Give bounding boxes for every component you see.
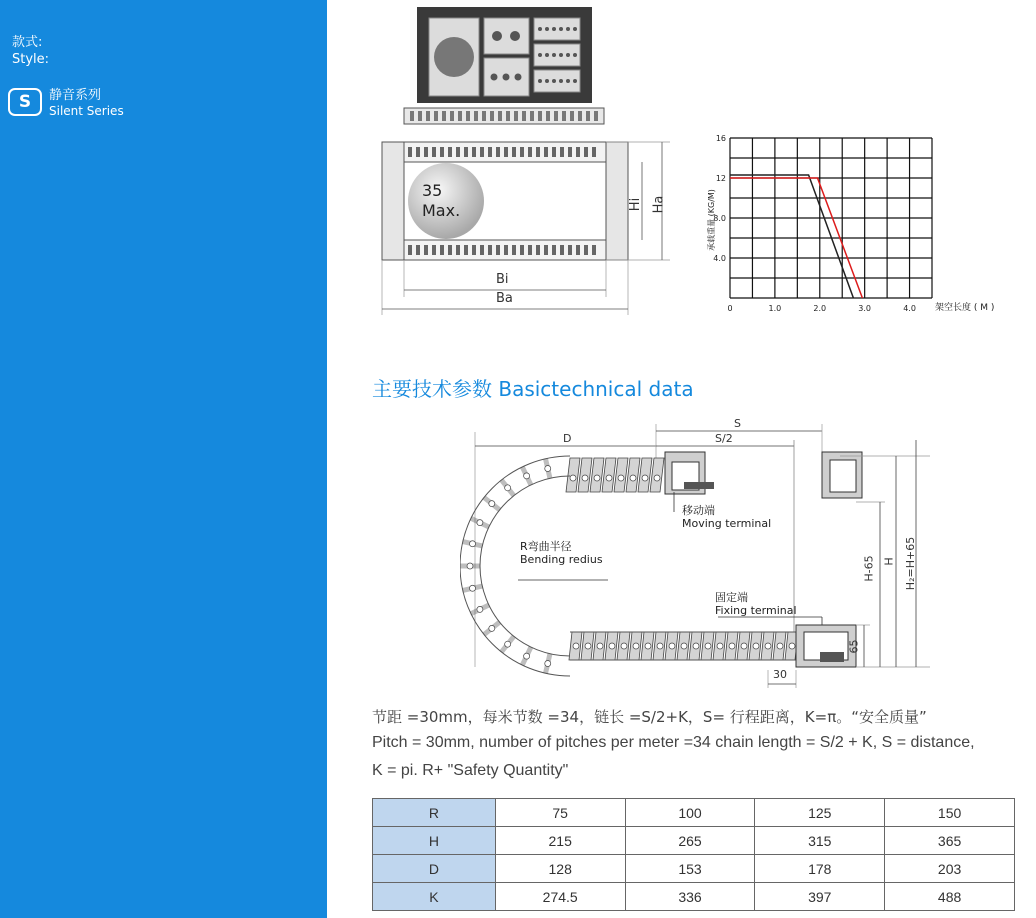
- table-cell: 265: [625, 827, 755, 855]
- chain-end-view: [400, 4, 610, 130]
- row-label: D: [373, 855, 496, 883]
- tooth-mark: [576, 147, 580, 157]
- chain-pin: [573, 643, 579, 649]
- chain-pin: [777, 643, 783, 649]
- x-tick-label: 0: [727, 304, 733, 313]
- chain-pin: [594, 475, 600, 481]
- chain-pin: [630, 475, 636, 481]
- tooth-mark: [536, 245, 540, 255]
- dim-30-label: 30: [773, 668, 787, 681]
- tooth-mark: [568, 147, 572, 157]
- tooth-mark: [416, 147, 420, 157]
- tooth-mark: [482, 111, 486, 121]
- chain-pin: [524, 653, 530, 659]
- chain-pin: [545, 660, 551, 666]
- tooth-mark: [424, 147, 428, 157]
- table-row: [373, 883, 1015, 911]
- chain-pin: [642, 475, 648, 481]
- ha-dimension-label: Ha: [651, 195, 667, 214]
- max-diameter-value: 35: [422, 181, 443, 200]
- bending-radius-label: [520, 540, 603, 566]
- chain-pin: [765, 643, 771, 649]
- tooth-mark: [456, 245, 460, 255]
- chain-pin: [789, 643, 795, 649]
- description-cn: 节距 =30mm，每米节数 =34，链长 =S/2+K，S= 行程距离，K=π。“安全质量”: [372, 708, 927, 726]
- x-tick-label: 1.0: [768, 304, 782, 313]
- tooth-mark: [560, 245, 564, 255]
- chain-pin: [524, 473, 530, 479]
- moving-terminal-label: [682, 504, 771, 530]
- d-dimension-label: D: [563, 432, 572, 445]
- tooth-mark: [520, 245, 524, 255]
- hz-dimension-label: H₂=H+65: [904, 536, 918, 591]
- tooth-mark: [584, 147, 588, 157]
- fixing-terminal-label: [715, 591, 797, 617]
- tooth-mark: [448, 245, 452, 255]
- row-label: H: [373, 827, 496, 855]
- series-badge: S: [8, 88, 42, 116]
- tooth-mark: [440, 147, 444, 157]
- tooth-mark: [432, 147, 436, 157]
- tooth-mark: [552, 147, 556, 157]
- table-cell: 365: [885, 827, 1015, 855]
- tooth-mark: [410, 111, 414, 121]
- tooth-mark: [570, 111, 574, 121]
- tooth-mark: [418, 111, 422, 121]
- chain-pin: [505, 641, 511, 647]
- tooth-mark: [562, 111, 566, 121]
- tooth-mark: [416, 245, 420, 255]
- chain-pin: [681, 643, 687, 649]
- tooth-mark: [522, 111, 526, 121]
- tooth-mark: [560, 147, 564, 157]
- tooth-mark: [594, 111, 598, 121]
- chain-pin: [717, 643, 723, 649]
- tooth-mark: [426, 111, 430, 121]
- dim-65-label: 65: [847, 639, 861, 654]
- tooth-mark: [480, 245, 484, 255]
- chain-pin: [505, 485, 511, 491]
- tooth-mark: [584, 245, 588, 255]
- tooth-mark: [592, 147, 596, 157]
- chain-pin: [489, 501, 495, 507]
- moving-terminal-cn: 移动端: [682, 504, 715, 517]
- tooth-mark: [546, 111, 550, 121]
- tooth-mark: [424, 245, 428, 255]
- fixing-terminal-en: Fixing terminal: [715, 604, 797, 617]
- table-cell: 488: [885, 883, 1015, 911]
- tooth-mark: [442, 111, 446, 121]
- tooth-mark: [544, 147, 548, 157]
- max-diameter-label: [422, 181, 460, 221]
- chain-pin: [618, 475, 624, 481]
- chain-pin: [645, 643, 651, 649]
- tooth-mark: [520, 147, 524, 157]
- chain-pin: [609, 643, 615, 649]
- chain-pin: [489, 625, 495, 631]
- tooth-mark: [578, 111, 582, 121]
- tooth-mark: [528, 245, 532, 255]
- tooth-mark: [464, 147, 468, 157]
- tooth-mark: [592, 245, 596, 255]
- series-name-en: Silent Series: [49, 104, 124, 118]
- table-cell: 274.5: [495, 883, 625, 911]
- drag-chain-diagram: [460, 412, 930, 692]
- table-row: [373, 799, 1015, 827]
- chain-pin: [470, 585, 476, 591]
- x-tick-label: 2.0: [813, 304, 827, 313]
- tooth-mark: [448, 147, 452, 157]
- spec-table: [372, 798, 1015, 911]
- table-cell: 153: [625, 855, 755, 883]
- tooth-mark: [450, 111, 454, 121]
- chart-x-label: 架空长度 ( M ): [935, 303, 995, 313]
- chain-pin: [545, 466, 551, 472]
- tooth-mark: [458, 111, 462, 121]
- style-label-en: Style:: [12, 52, 50, 67]
- chain-pin: [654, 475, 660, 481]
- chain-pin: [477, 606, 483, 612]
- tooth-mark: [512, 147, 516, 157]
- x-tick-label: 4.0: [903, 304, 916, 313]
- chain-pin: [729, 643, 735, 649]
- tooth-mark: [544, 245, 548, 255]
- style-label-cn: 款式:: [12, 35, 43, 50]
- table-cell: 125: [755, 799, 885, 827]
- bending-radius-en: Bending redius: [520, 553, 603, 566]
- tooth-mark: [472, 245, 476, 255]
- table-cell: 397: [755, 883, 885, 911]
- chain-pin: [470, 541, 476, 547]
- tooth-mark: [496, 147, 500, 157]
- chain-pin: [693, 643, 699, 649]
- chain-pin: [633, 643, 639, 649]
- chain-pin: [621, 643, 627, 649]
- h-dimension-label: H: [882, 557, 896, 566]
- s-dimension-label: S: [734, 417, 741, 430]
- tooth-mark: [536, 147, 540, 157]
- row-label: R: [373, 799, 496, 827]
- tooth-mark: [466, 111, 470, 121]
- y-tick-label: 8.0: [713, 214, 726, 223]
- chain-pin: [606, 475, 612, 481]
- tooth-mark: [498, 111, 502, 121]
- ba-dimension-label: Ba: [496, 291, 513, 306]
- tooth-mark: [514, 111, 518, 121]
- chain-pin: [597, 643, 603, 649]
- tooth-mark: [496, 245, 500, 255]
- table-cell: 75: [495, 799, 625, 827]
- tooth-mark: [506, 111, 510, 121]
- tooth-mark: [504, 147, 508, 157]
- chain-pin: [570, 475, 576, 481]
- chain-pin: [705, 643, 711, 649]
- y-tick-label: 16: [715, 134, 726, 143]
- tooth-mark: [512, 245, 516, 255]
- table-cell: 150: [885, 799, 1015, 827]
- tooth-mark: [408, 245, 412, 255]
- description-en-2: K = pi. R+ "Safety Quantity": [372, 762, 569, 779]
- cross-section: [380, 135, 680, 320]
- table-cell: 336: [625, 883, 755, 911]
- tooth-mark: [576, 245, 580, 255]
- tooth-mark: [504, 245, 508, 255]
- bending-radius-cn: R弯曲半径: [520, 540, 572, 553]
- hi-dimension-label: Hi: [628, 197, 644, 212]
- max-diameter-suffix: Max.: [422, 201, 461, 220]
- chart-y-label: 承载重量 (KG/M): [707, 189, 716, 251]
- tooth-mark: [488, 147, 492, 157]
- style-label: [12, 34, 49, 68]
- chain-pin: [477, 520, 483, 526]
- tooth-mark: [568, 245, 572, 255]
- tooth-mark: [480, 147, 484, 157]
- chain-pin: [753, 643, 759, 649]
- section-title: 主要技术参数 Basictechnical data: [372, 377, 694, 401]
- tooth-mark: [434, 111, 438, 121]
- tooth-mark: [490, 111, 494, 121]
- chart-x-ticks: [727, 304, 915, 313]
- tooth-mark: [432, 245, 436, 255]
- moving-terminal-en: Moving terminal: [682, 517, 772, 530]
- tooth-mark: [586, 111, 590, 121]
- tooth-mark: [464, 245, 468, 255]
- table-row: [373, 827, 1015, 855]
- bi-dimension-label: Bi: [496, 272, 509, 287]
- table-row: [373, 855, 1015, 883]
- chain-pin: [669, 643, 675, 649]
- tooth-mark: [552, 245, 556, 255]
- table-cell: 100: [625, 799, 755, 827]
- table-cell: 128: [495, 855, 625, 883]
- sidebar: [0, 0, 327, 918]
- tooth-mark: [528, 147, 532, 157]
- h65-dimension-label: H-65: [862, 555, 876, 582]
- chain-pin: [657, 643, 663, 649]
- row-label: K: [373, 883, 496, 911]
- tooth-mark: [530, 111, 534, 121]
- y-tick-label: 12: [715, 174, 726, 183]
- s2-dimension-label: S/2: [715, 432, 733, 445]
- x-tick-label: 3.0: [858, 304, 872, 313]
- tooth-mark: [440, 245, 444, 255]
- chain-pin: [741, 643, 747, 649]
- tooth-mark: [538, 111, 542, 121]
- load-chart: [700, 125, 1035, 325]
- description-en-1: Pitch = 30mm, number of pitches per meter =34 chain length = S/2 + K, S = distance,: [372, 734, 975, 751]
- series-line: [730, 175, 853, 298]
- tooth-mark: [474, 111, 478, 121]
- tooth-mark: [408, 147, 412, 157]
- chain-pin: [585, 643, 591, 649]
- chain-pin: [467, 563, 473, 569]
- table-cell: 215: [495, 827, 625, 855]
- chart-grid: [730, 138, 932, 298]
- tooth-mark: [554, 111, 558, 121]
- y-tick-label: 4.0: [713, 254, 726, 263]
- tooth-mark: [472, 147, 476, 157]
- table-cell: 203: [885, 855, 1015, 883]
- table-cell: 315: [755, 827, 885, 855]
- tooth-mark: [488, 245, 492, 255]
- fixing-terminal-cn: 固定端: [715, 591, 748, 604]
- chain-pin: [582, 475, 588, 481]
- tooth-mark: [456, 147, 460, 157]
- series-name-cn: 静音系列: [49, 88, 102, 103]
- table-cell: 178: [755, 855, 885, 883]
